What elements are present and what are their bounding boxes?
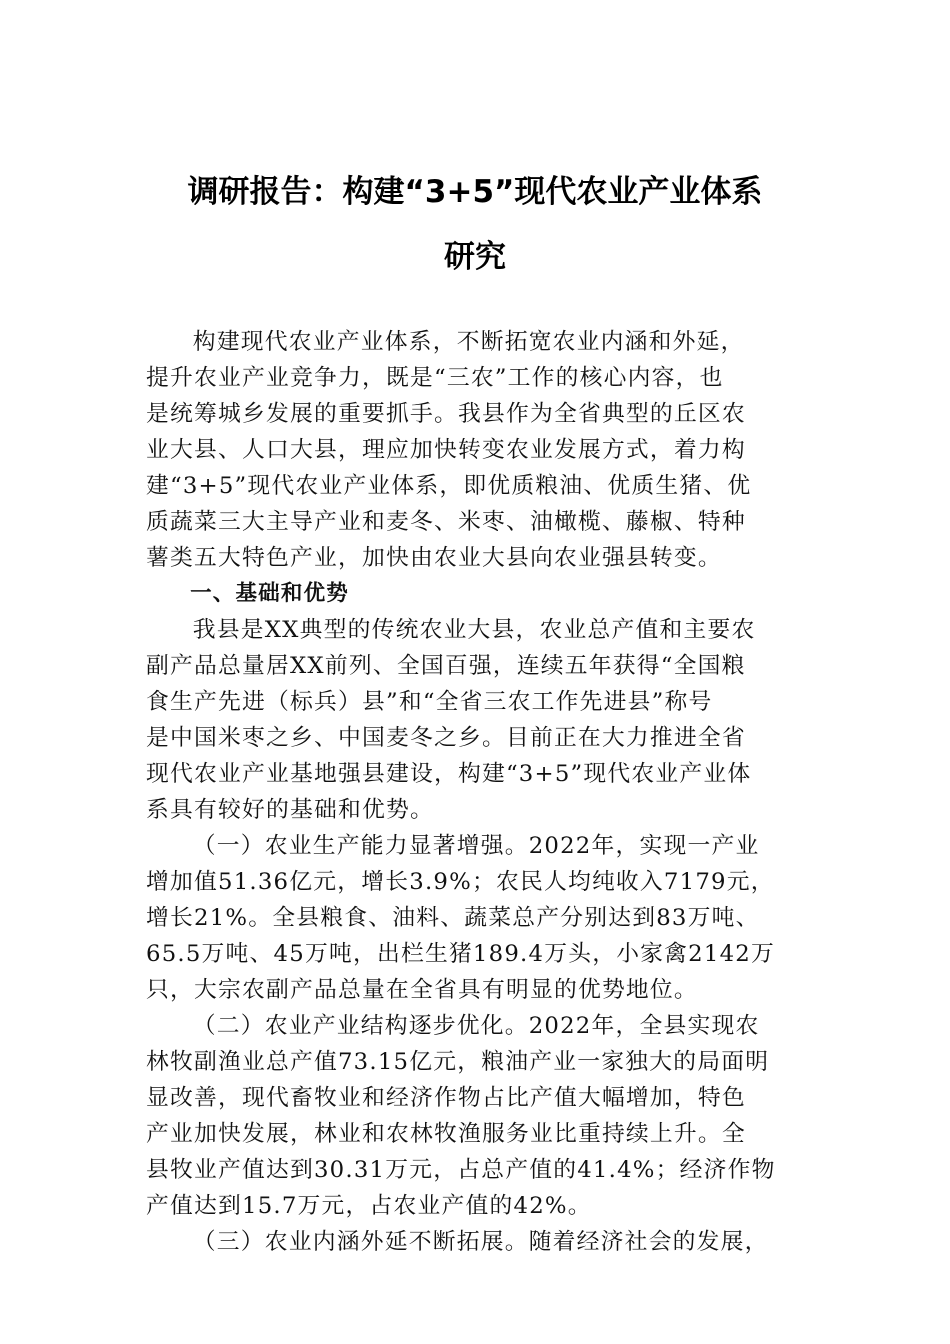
text-line: 只，大宗农副产品总量在全省具有明显的优势地位。 <box>146 977 698 1003</box>
text-line: （二）农业产业结构逐步优化。2022年，全县实现农 <box>192 1013 760 1039</box>
text-line: 产业加快发展，林业和农林牧渔服务业比重持续上升。全 <box>146 1121 746 1147</box>
text-line: 质蔬菜三大主导产业和麦冬、米枣、油橄榄、藤椒、特种 <box>146 509 746 535</box>
text-line: 系具有较好的基础和优势。 <box>146 797 434 823</box>
text-line: 提升农业产业竞争力，既是“三农”工作的核心内容，也 <box>146 365 724 391</box>
text-line: 增加值51.36亿元，增长3.9%；农民人均纯收入7179元， <box>146 869 775 895</box>
intro-paragraph <box>146 324 816 576</box>
text-line: 是中国米枣之乡、中国麦冬之乡。目前正在大力推进全省 <box>146 725 746 751</box>
document-title-line-2: 研究 <box>444 239 506 275</box>
text-line: 现代农业产业基地强县建设，构建“3+5”现代农业产业体 <box>146 761 752 787</box>
text-line: 食生产先进（标兵）县”和“全省三农工作先进县”称号 <box>146 689 713 715</box>
section-paragraph <box>146 612 816 828</box>
text-line: 我县是XX典型的传统农业大县，农业总产值和主要农 <box>192 617 756 643</box>
text-line: 增长21%。全县粮食、油料、蔬菜总产分别达到83万吨、 <box>146 905 760 931</box>
text-line: 产值达到15.7万元，占农业产值的42%。 <box>146 1193 592 1219</box>
section-paragraph <box>146 1224 816 1260</box>
text-line: 构建现代农业产业体系，不断拓宽农业内涵和外延， <box>192 329 745 355</box>
text-line: 65.5万吨、45万吨，出栏生猪189.4万头，小家禽2142万 <box>146 941 775 967</box>
text-line: 是统筹城乡发展的重要抓手。我县作为全省典型的丘区农 <box>146 401 746 427</box>
text-line: 薯类五大特色产业，加快由农业大县向农业强县转变。 <box>146 545 722 571</box>
section-heading: 一、基础和优势 <box>190 581 349 606</box>
text-line: 显改善，现代畜牧业和经济作物占比产值大幅增加，特色 <box>146 1085 746 1111</box>
text-line: 县牧业产值达到30.31万元，占总产值的41.4%；经济作物 <box>146 1157 776 1183</box>
document-body <box>146 324 816 1260</box>
text-line: 建“3+5”现代农业产业体系，即优质粮油、优质生猪、优 <box>146 473 752 499</box>
text-line: 副产品总量居XX前列、全国百强，连续五年获得“全国粮 <box>146 653 746 679</box>
document-title-line-1: 调研报告：构建“3+5”现代农业产业体系 <box>187 174 763 210</box>
section-paragraph <box>146 828 816 1008</box>
text-line: 业大县、人口大县，理应加快转变农业发展方式，着力构 <box>146 437 746 463</box>
section-paragraph <box>146 1008 816 1224</box>
text-line: （一）农业生产能力显著增强。2022年，实现一产业 <box>192 833 760 859</box>
text-line: 林牧副渔业总产值73.15亿元，粮油产业一家独大的局面明 <box>146 1049 770 1075</box>
text-line: （三）农业内涵外延不断拓展。随着经济社会的发展， <box>192 1229 769 1255</box>
